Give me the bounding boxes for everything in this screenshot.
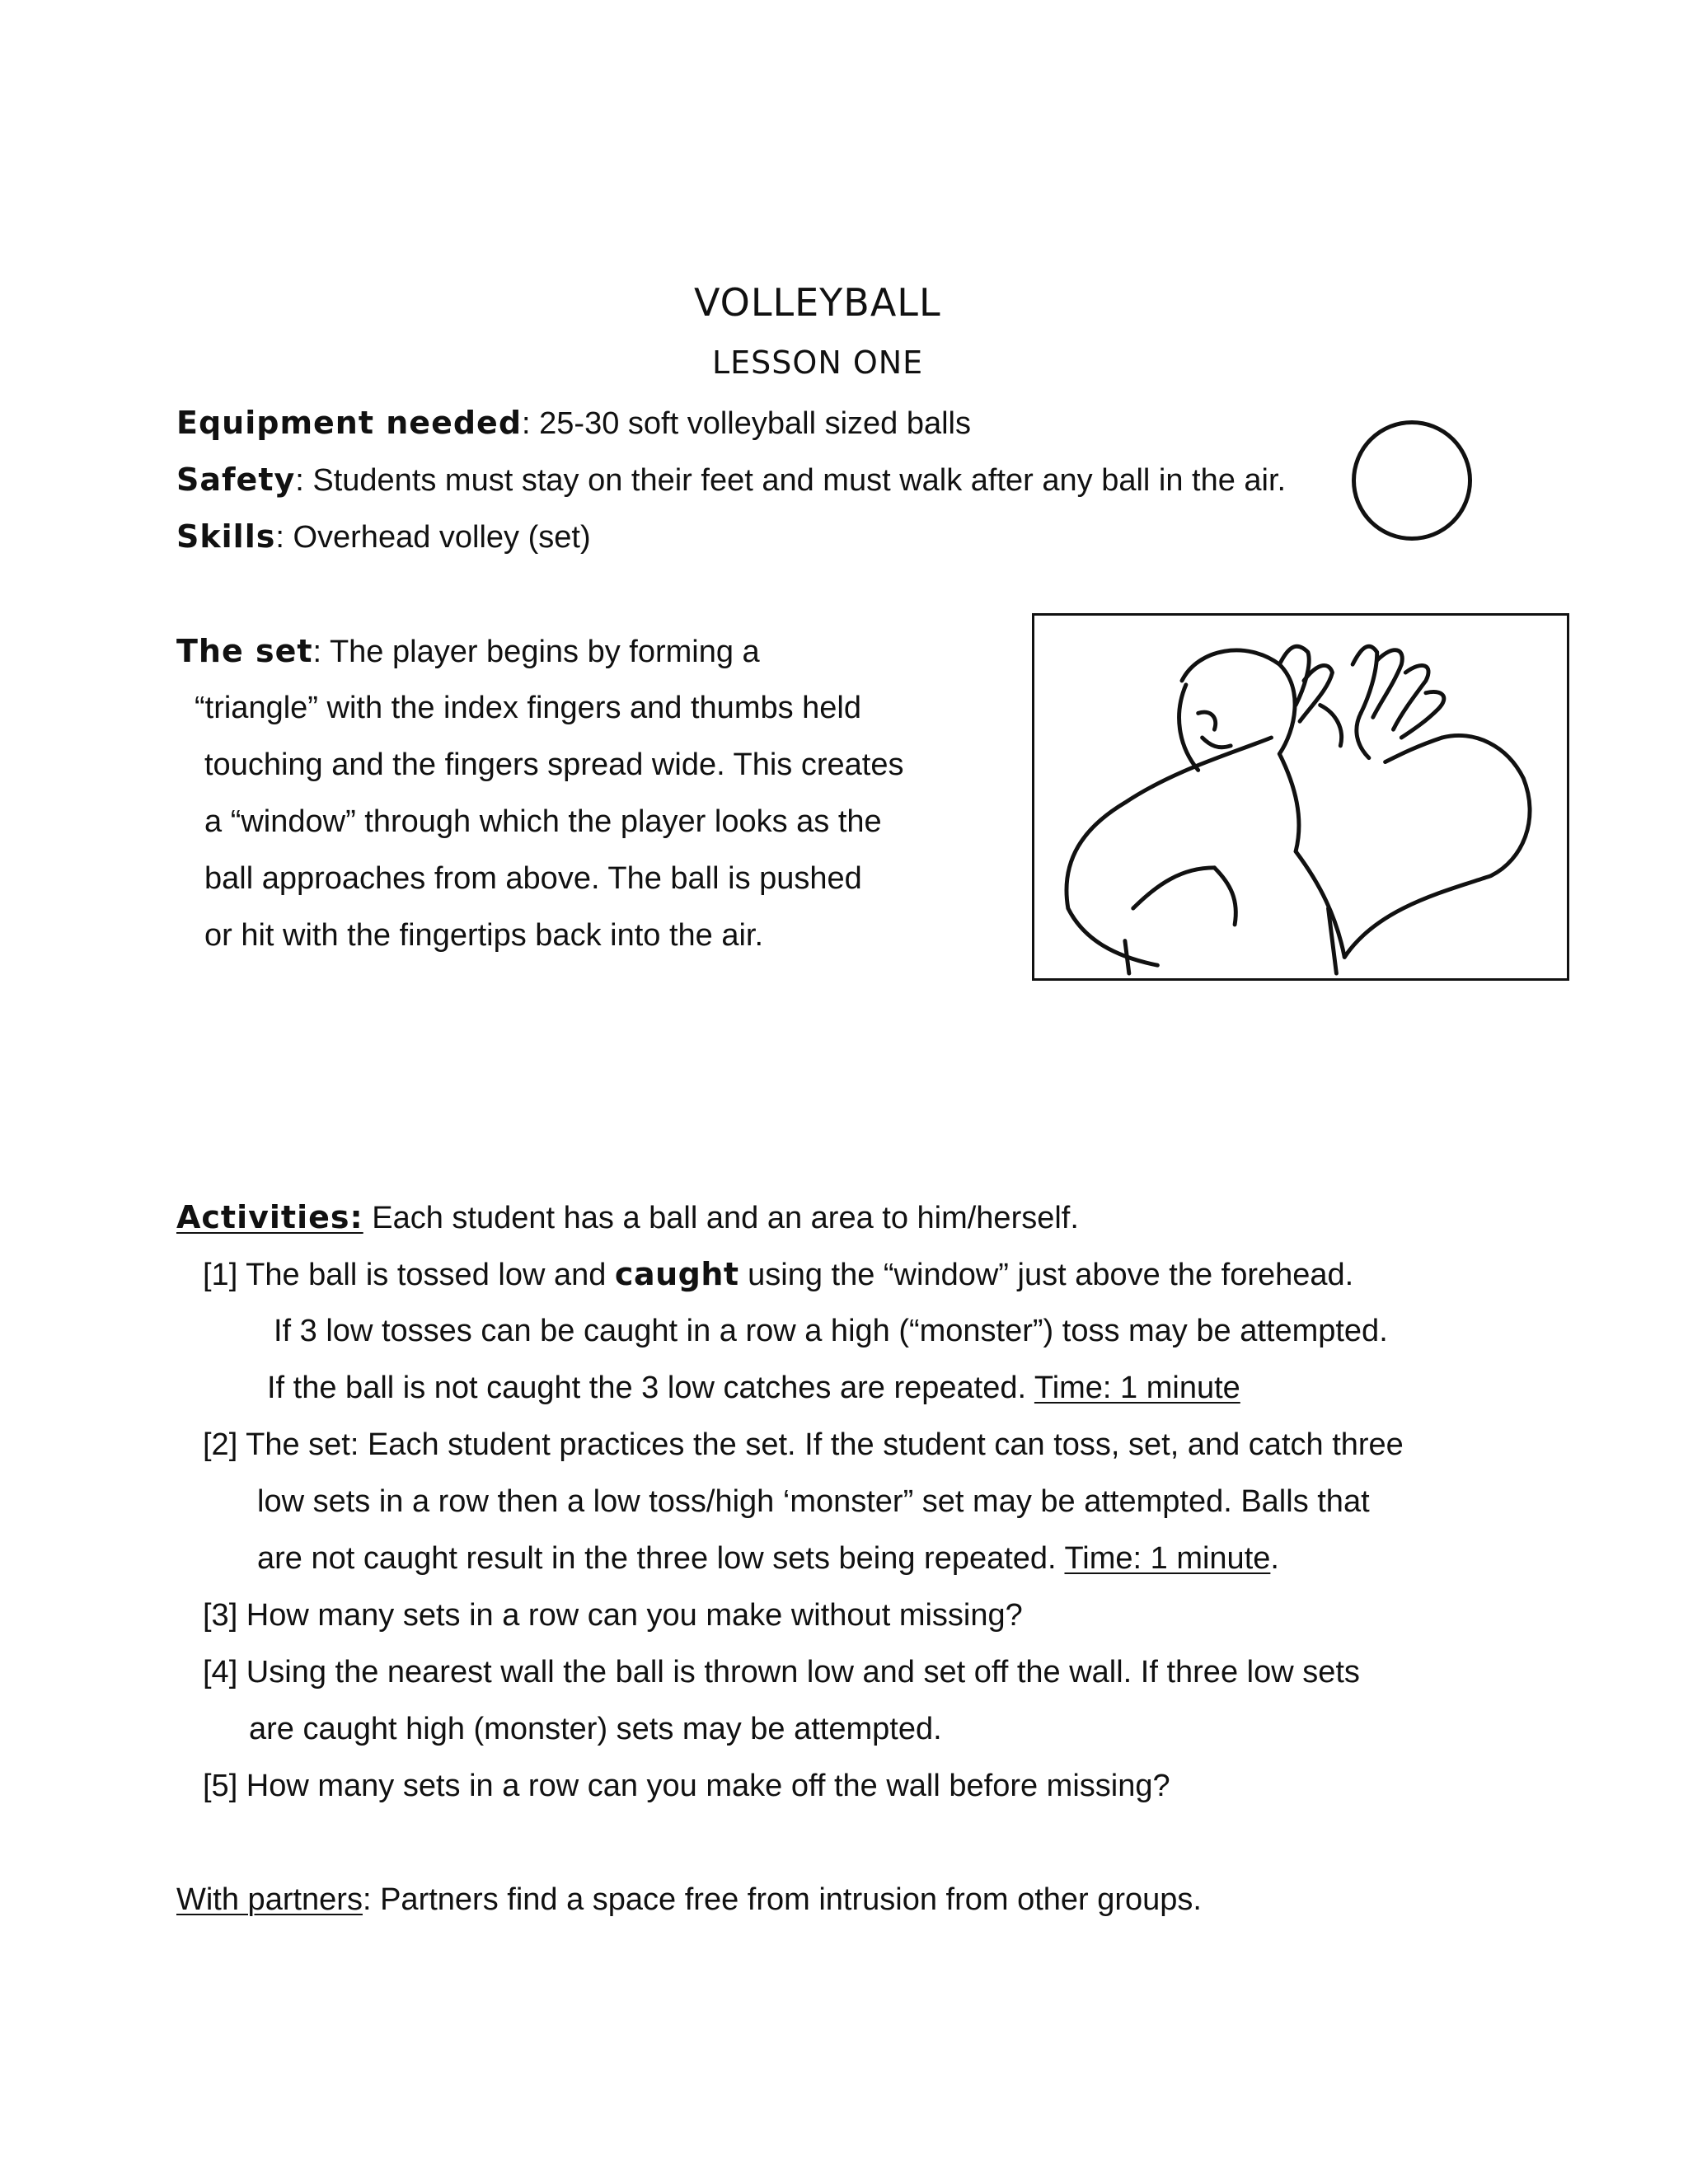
activity-1-text-c: If the ball is not caught the 3 low catches are repeated. (267, 1371, 1034, 1405)
set-line-4: a “window” through which the player looks as the (204, 804, 882, 839)
activity-1-text-b: using the “window” just above the forehead. (738, 1258, 1354, 1292)
activity-1-line-3 (267, 1369, 1240, 1407)
safety-label: Safety (176, 462, 296, 498)
set-line-3: touching and the fingers spread wide. This creates (204, 748, 904, 782)
activity-1-line-1 (203, 1255, 1353, 1294)
activities-intro: Each student has a ball and an area to him/herself. (363, 1201, 1079, 1235)
activity-2-line-2: low sets in a row then a low toss/high ‘monster” set may be attempted. Balls that (257, 1484, 1370, 1519)
activity-1-text-a: [1] The ball is tossed low and (203, 1258, 615, 1292)
activity-2-text: are not caught result in the three low sets being repeated. (257, 1541, 1065, 1576)
activity-2-line-1: [2] The set: Each student practices the set. If the student can toss, set, and catch three (203, 1427, 1404, 1462)
set-label: The set (176, 633, 313, 669)
activity-1-line-2: If 3 low tosses can be caught in a row a high (“monster”) toss may be attempted. (274, 1314, 1388, 1348)
equipment-label: Equipment needed (176, 405, 523, 441)
activity-5: [5] How many sets in a row can you make off the wall before missing? (203, 1769, 1170, 1803)
safety-line (176, 461, 1286, 499)
page-subtitle: LESSON ONE (712, 344, 924, 381)
partners-label: With partners (176, 1882, 363, 1917)
safety-text: : Students must stay on their feet and must walk after any ball in the air. (295, 463, 1287, 498)
partners-line (176, 1881, 1202, 1919)
partners-text: : Partners find a space free from intrusion from other groups. (362, 1882, 1202, 1917)
set-line-2: “triangle” with the index fingers and thumbs held (195, 691, 862, 725)
equipment-text: : 25-30 soft volleyball sized balls (522, 406, 971, 441)
activities-line (176, 1198, 1079, 1237)
activity-1-bold: caught (614, 1256, 739, 1292)
activities-label: Activities: (176, 1199, 363, 1235)
activity-3: [3] How many sets in a row can you make without missing? (203, 1598, 1023, 1633)
skills-line (176, 518, 591, 556)
skills-text: : Overhead volley (set) (275, 520, 591, 555)
activity-2-end: . (1270, 1541, 1279, 1576)
page-title: VOLLEYBALL (694, 280, 941, 325)
activity-4-line-1: [4] Using the nearest wall the ball is thrown low and set off the wall. If three low sets (203, 1655, 1360, 1690)
activity-1-time: Time: 1 minute (1034, 1371, 1240, 1405)
skills-label: Skills (176, 518, 276, 555)
set-line-1 (176, 632, 760, 671)
set-illustration (1032, 613, 1569, 981)
activity-4-line-2: are caught high (monster) sets may be attempted. (249, 1712, 942, 1746)
player-setting-drawing (1034, 616, 1567, 978)
set-text-1: : The player begins by forming a (312, 635, 760, 669)
ball-icon (1352, 420, 1472, 541)
equipment-line (176, 404, 971, 443)
activity-2-line-3 (257, 1540, 1279, 1577)
set-line-5: ball approaches from above. The ball is pushed (204, 861, 862, 896)
set-line-6: or hit with the fingertips back into the air. (204, 918, 764, 953)
activity-2-time: Time: 1 minute (1064, 1541, 1271, 1576)
